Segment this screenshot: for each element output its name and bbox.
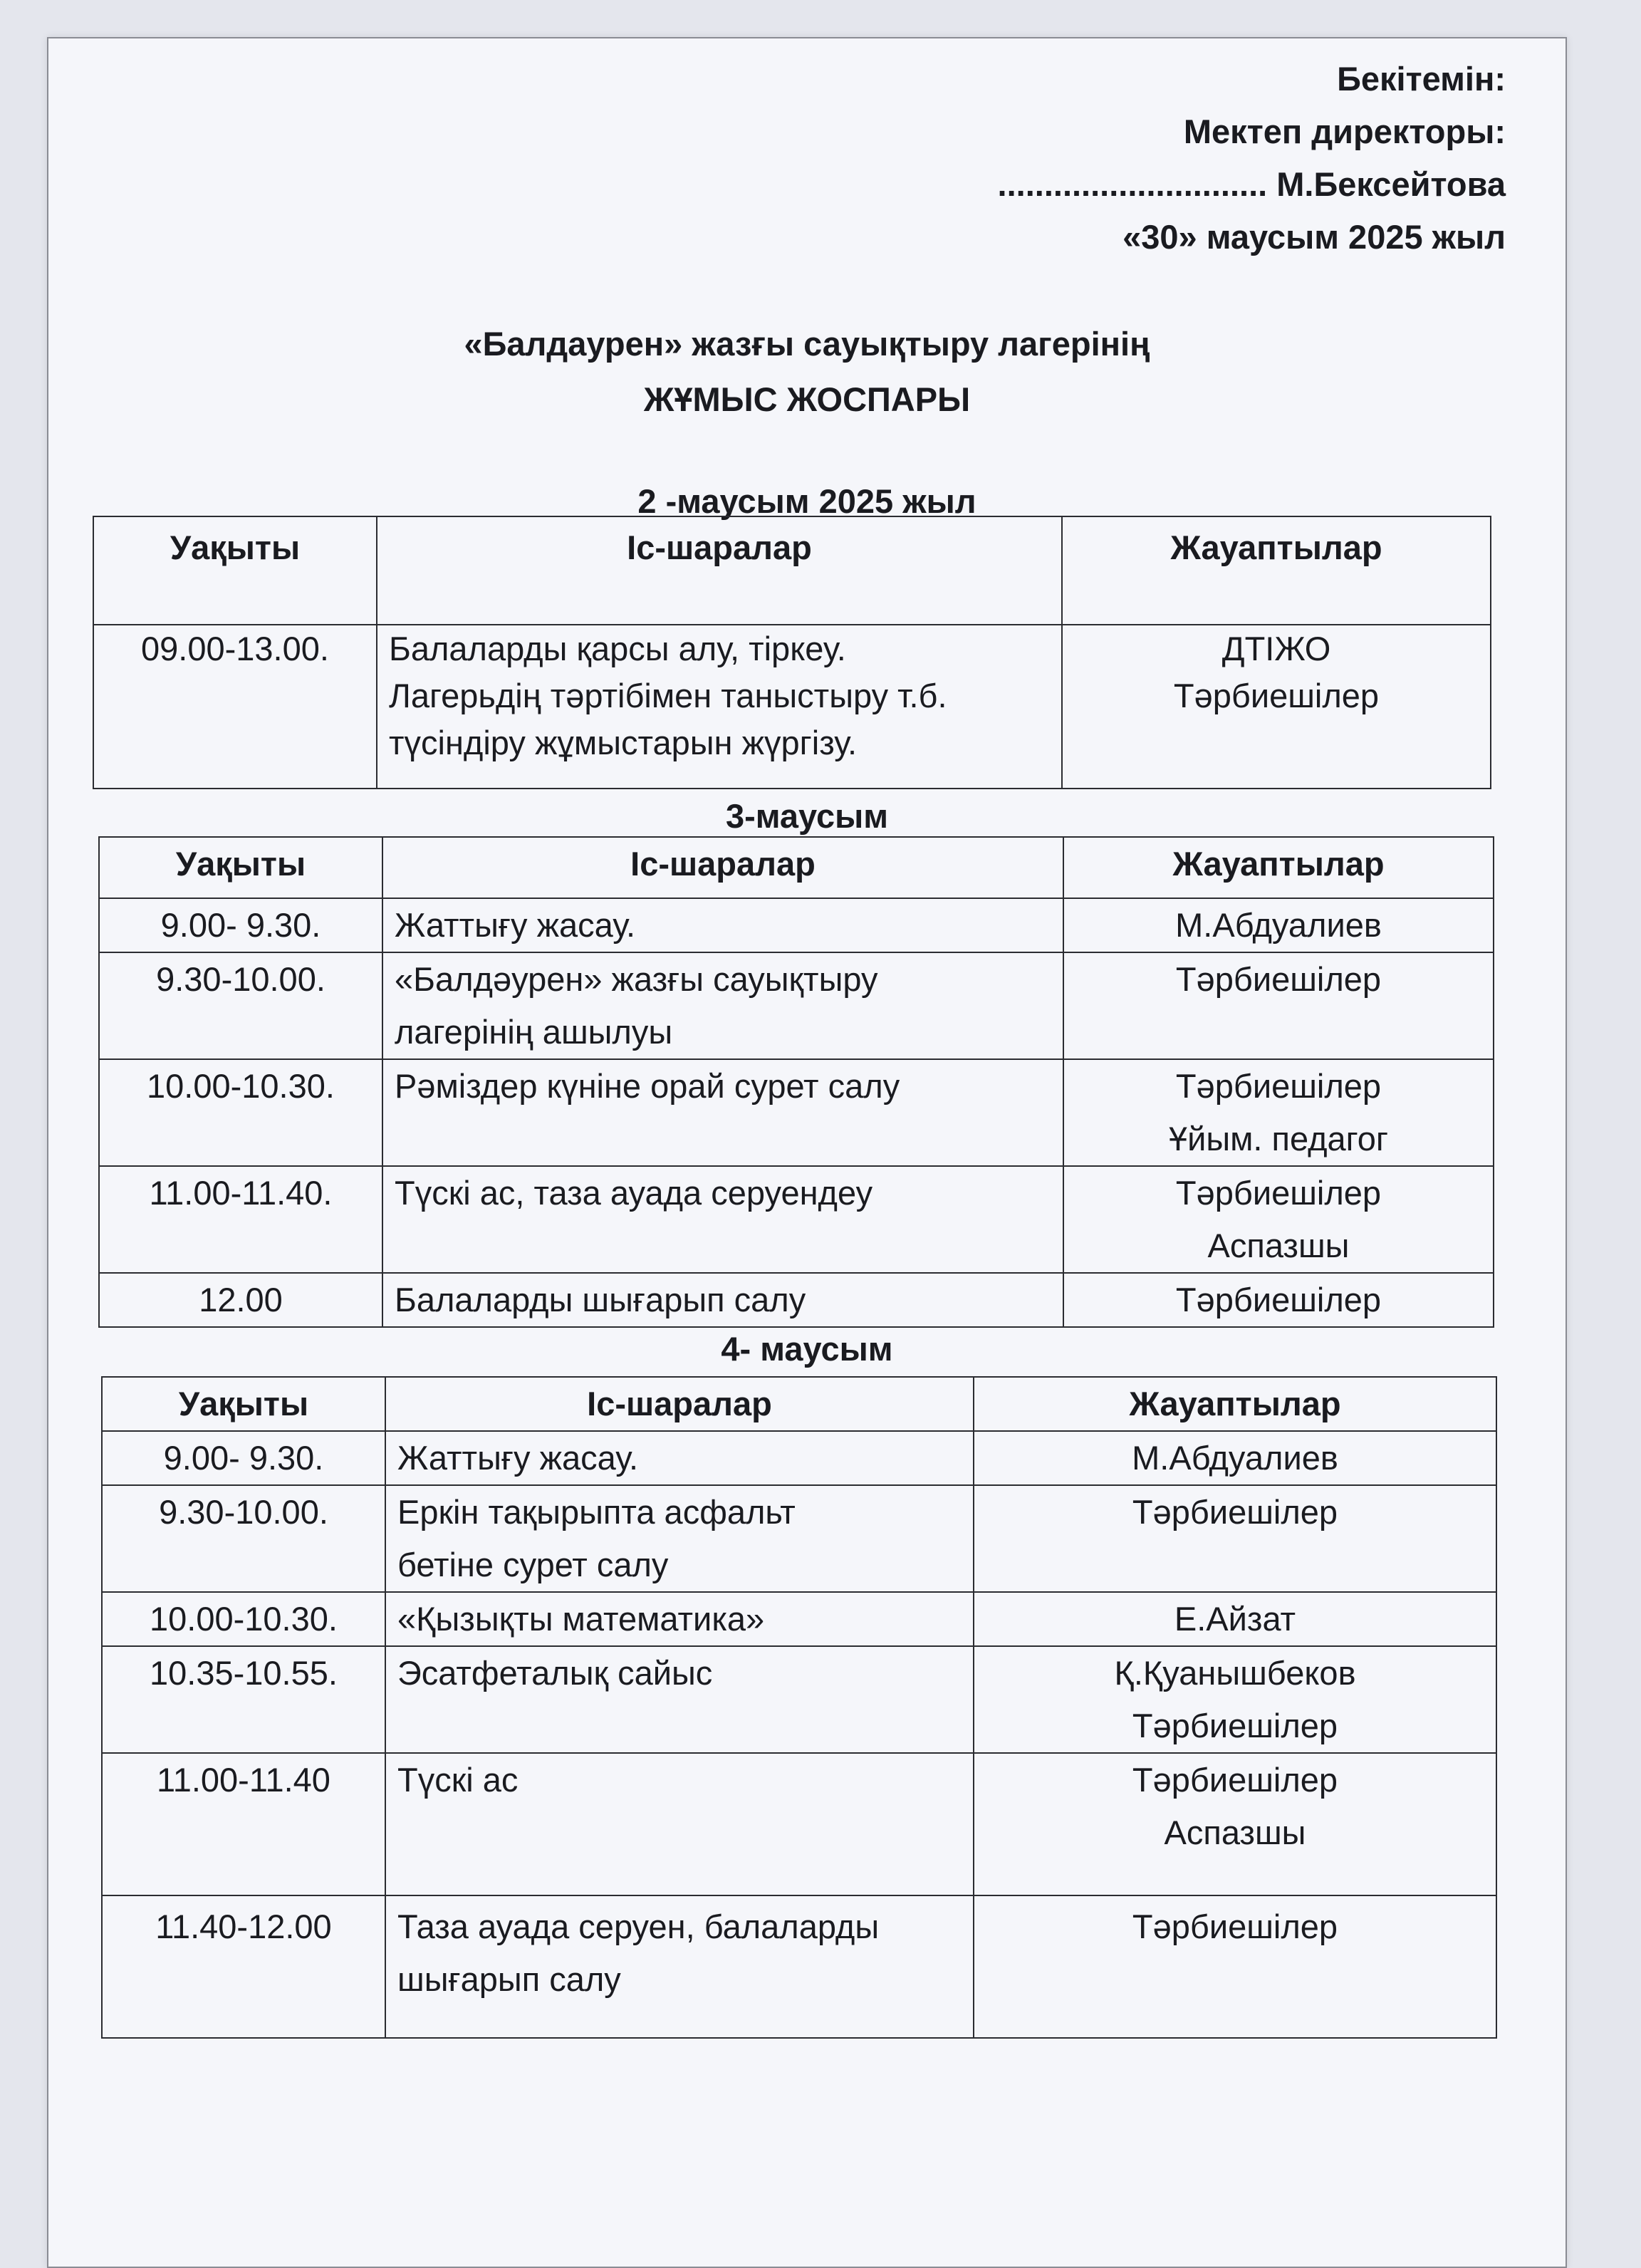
activity-line: «Қызықты математика» [397, 1600, 765, 1638]
activity-cell [382, 898, 1063, 952]
responsible-cell [1063, 1059, 1494, 1166]
table-row [99, 952, 1494, 1059]
responsible-line: Аспазшы [1164, 1814, 1306, 1851]
table-row [102, 1431, 1496, 1485]
activity-cell [382, 1166, 1063, 1273]
responsible-cell [1063, 898, 1494, 952]
day-heading: 4- маусым [721, 1330, 893, 1368]
activity-cell [385, 1646, 974, 1753]
responsible-line: Ұйым. педагог [1168, 1120, 1389, 1158]
responsible-cell [1063, 952, 1494, 1059]
time-cell: 10.00-10.30. [99, 1059, 382, 1166]
activity-line: Жаттығу жасау. [395, 906, 636, 944]
activity-line: Еркін тақырыпта асфальт [397, 1493, 796, 1531]
responsible-cell [1062, 625, 1491, 789]
table-row [99, 1273, 1494, 1327]
responsible-cell [974, 1485, 1496, 1592]
table-row [102, 1592, 1496, 1646]
activity-cell [377, 625, 1062, 789]
responsible-cell [1063, 1166, 1494, 1273]
activity-cell [382, 952, 1063, 1059]
header-time: Уақыты [93, 516, 377, 625]
schedule-table [98, 836, 1494, 1328]
time-cell: 9.30-10.00. [99, 952, 382, 1059]
table-row [102, 1485, 1496, 1592]
approval-position: Мектеп директоры: [1183, 113, 1506, 150]
responsible-cell [974, 1646, 1496, 1753]
responsible-line: Тәрбиешілер [1132, 1707, 1338, 1744]
time-cell: 9.00- 9.30. [102, 1431, 385, 1485]
title-line-1: «Балдаурен» жазғы сауықтыру лагерінің [464, 325, 1150, 363]
activity-line: лагерінің ашылуы [395, 1013, 673, 1051]
responsible-line: Тәрбиешілер [1132, 1908, 1338, 1945]
responsible-line: Қ.Қуанышбеков [1114, 1654, 1356, 1692]
table-row [99, 898, 1494, 952]
schedule-table [101, 1376, 1497, 2039]
header-responsible: Жауаптылар [1063, 837, 1494, 898]
table-header-row [99, 837, 1494, 898]
activity-line: Эсатфеталық сайыс [397, 1654, 713, 1692]
document-sheet [47, 37, 1567, 2268]
activity-line: Лагерьдің тәртібімен таныстыру т.б. [389, 677, 947, 714]
activity-line: түсіндіру жұмыстарын жүргізу. [389, 724, 858, 761]
responsible-cell [1063, 1273, 1494, 1327]
header-activity: Іс-шаралар [382, 837, 1063, 898]
approval-signature: ............................. М.Бексейтова [997, 165, 1506, 203]
responsible-line: Тәрбиешілер [1175, 1281, 1382, 1318]
responsible-line: Тәрбиешілер [1175, 960, 1382, 998]
responsible-line: Тәрбиешілер [1173, 677, 1380, 714]
activity-cell [385, 1485, 974, 1592]
title-line-2: ЖҰМЫС ЖОСПАРЫ [643, 380, 971, 418]
activity-line: Рәміздер күніне орай сурет салу [395, 1067, 900, 1105]
document-title [48, 316, 1566, 427]
responsible-cell [974, 1431, 1496, 1485]
table-header-row [102, 1377, 1496, 1431]
activity-line: Балаларды шығарып салу [395, 1281, 806, 1318]
activity-line: Таза ауада серуен, балаларды [397, 1908, 880, 1945]
approval-date: «30» маусым 2025 жыл [1122, 218, 1506, 256]
header-activity: Іс-шаралар [377, 516, 1062, 625]
activity-line: Жаттығу жасау. [397, 1439, 639, 1477]
activity-cell [385, 1592, 974, 1646]
responsible-line: Тәрбиешілер [1175, 1174, 1382, 1212]
approval-block [998, 53, 1506, 264]
header-responsible: Жауаптылар [1062, 516, 1491, 625]
time-cell: 11.00-11.40 [102, 1753, 385, 1895]
time-cell: 12.00 [99, 1273, 382, 1327]
responsible-line: Тәрбиешілер [1175, 1067, 1382, 1105]
table-row [102, 1646, 1496, 1753]
time-cell: 9.00- 9.30. [99, 898, 382, 952]
responsible-cell [974, 1895, 1496, 2038]
time-cell: 11.00-11.40. [99, 1166, 382, 1273]
header-time: Уақыты [99, 837, 382, 898]
responsible-line: Тәрбиешілер [1132, 1761, 1338, 1799]
table-row [102, 1895, 1496, 2038]
activity-cell [382, 1059, 1063, 1166]
time-cell: 11.40-12.00 [102, 1895, 385, 2038]
table-row [102, 1753, 1496, 1895]
activity-line: шығарып салу [397, 1960, 621, 1998]
activity-line: Түскі ас [397, 1761, 519, 1799]
responsible-line: ДТІЖО [1221, 630, 1331, 667]
time-cell: 09.00-13.00. [93, 625, 377, 789]
responsible-line: Е.Айзат [1174, 1600, 1296, 1638]
time-cell: 9.30-10.00. [102, 1485, 385, 1592]
day-heading: 3-маусым [725, 797, 889, 835]
responsible-line: М.Абдуалиев [1132, 1439, 1338, 1477]
header-responsible: Жауаптылар [974, 1377, 1496, 1431]
responsible-line: М.Абдуалиев [1175, 906, 1382, 944]
time-cell: 10.35-10.55. [102, 1646, 385, 1753]
header-activity: Іс-шаралар [385, 1377, 974, 1431]
day-heading: 2 -маусым 2025 жыл [637, 482, 976, 520]
activity-cell [385, 1431, 974, 1485]
table-row [99, 1059, 1494, 1166]
table-row [93, 625, 1491, 789]
responsible-cell [974, 1592, 1496, 1646]
activity-line: Балаларды қарсы алу, тіркеу. [389, 630, 846, 667]
activity-line: «Балдәурен» жазғы сауықтыру [395, 960, 878, 998]
activity-line: бетіне сурет салу [397, 1546, 669, 1583]
activity-line: Түскі ас, таза ауада серуендеу [395, 1174, 873, 1212]
approval-label: Бекітемін: [1337, 60, 1506, 98]
header-time: Уақыты [102, 1377, 385, 1431]
responsible-line: Тәрбиешілер [1132, 1493, 1338, 1531]
table-row [99, 1166, 1494, 1273]
responsible-line: Аспазшы [1207, 1227, 1350, 1264]
activity-cell [385, 1753, 974, 1895]
table-header-row [93, 516, 1491, 625]
activity-cell [385, 1895, 974, 2038]
responsible-cell [974, 1753, 1496, 1895]
time-cell: 10.00-10.30. [102, 1592, 385, 1646]
activity-cell [382, 1273, 1063, 1327]
schedule-table [93, 516, 1491, 789]
